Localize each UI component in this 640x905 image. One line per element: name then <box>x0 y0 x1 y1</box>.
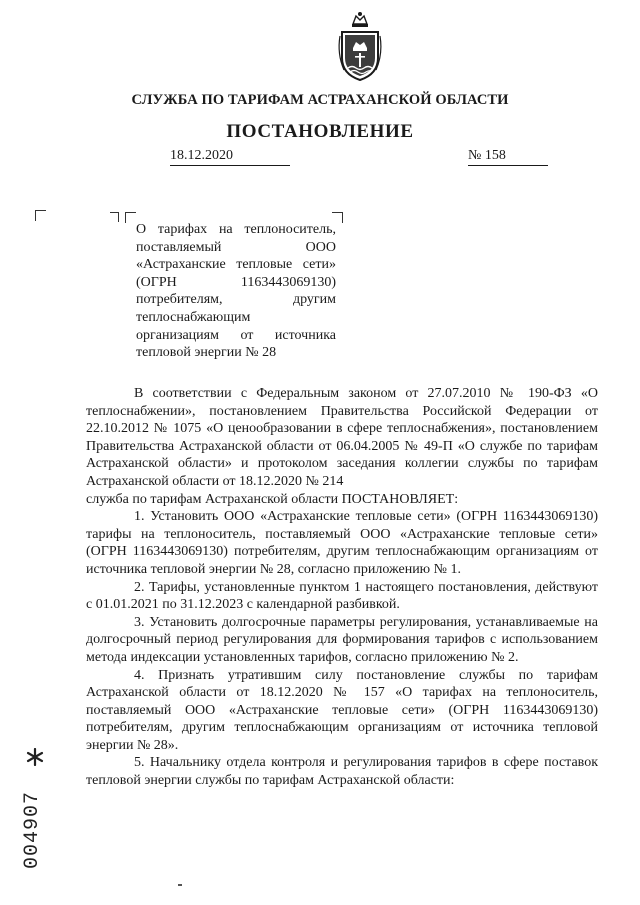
organization-name: СЛУЖБА ПО ТАРИФАМ АСТРАХАНСКОЙ ОБЛАСТИ <box>131 92 509 108</box>
corner-mark-left <box>35 210 46 221</box>
document-date: 18.12.2020 <box>170 148 290 166</box>
document-subject: О тарифах на теплоноситель, поставляемый ООО «Астраханские тепловые сети» (ОГРН 1163443069130) потребителям, другим теплоснабжающим организациям от источника тепловой энергии № 28 <box>136 222 336 361</box>
corner-mark-mid-stem <box>118 212 120 222</box>
preamble-paragraph: В соответствии с Федеральным законом от 27.07.2010 № 190-ФЗ «О теплоснабжении», постановлением Правительства Российской Федерации от 22.10.2012 № 1075 «О ценообразовании в сфере теплоснабжения», постановлением Правительства Астраханской области от 06.04.2005 № 49-П «О службе по тарифам Астраханской области» и протоколом заседания коллегии службы по тарифам Астраханской области от 18.12.2020 № 214 <box>86 386 598 489</box>
asterisk-icon <box>26 748 44 766</box>
clause-2: 2. Тарифы, установленные пунктом 1 настоящего постановления, действуют с 01.01.2021 по 31.12.2023 с календарной разбивкой. <box>86 579 598 613</box>
clause-1: 1. Установить ООО «Астраханские тепловые сети» (ОГРН 1163443069130) тарифы на теплоноситель, поставляемый ООО «Астраханские тепловые сети» (ОГРН 1163443069130) потребителям, другим теплоснабжающим организациям от источника тепловой энергии № 28, согласно приложению № 1. <box>86 509 598 577</box>
registration-stamp <box>18 770 48 890</box>
coat-of-arms-emblem <box>336 10 384 84</box>
registration-code: 004907 <box>21 791 44 870</box>
clause-4: 4. Признать утратившим силу постановление службы по тарифам Астраханской области от 18.12.2020 № 157 «О тарифах на теплоноситель, поставляемый ООО «Астраханские тепловые сети» (ОГРН 1163443069130) потребителям, другим теплоснабжающим организациям от источника тепловой энергии № 28». <box>86 667 598 753</box>
corner-mark-subject-left <box>125 212 136 223</box>
document-number: № 158 <box>468 148 548 166</box>
clause-5: 5. Начальнику отдела контроля и регулирования тарифов в сфере поставок тепловой энергии службы по тарифам Астраханской области: <box>86 755 598 789</box>
scan-mark <box>178 884 182 886</box>
clause-3: 3. Установить долгосрочные параметры регулирования, устанавливаемые на долгосрочный период регулирования для формирования тарифов с использованием метода индексации установленных тарифов, согласно приложению № 2. <box>86 614 598 665</box>
document-type-title: ПОСТАНОВЛЕНИЕ <box>226 121 414 142</box>
resolution-line: служба по тарифам Астраханской области ПОСТАНОВЛЯЕТ: <box>86 491 459 507</box>
corner-mark-mid <box>110 212 118 223</box>
document-body <box>86 385 598 790</box>
